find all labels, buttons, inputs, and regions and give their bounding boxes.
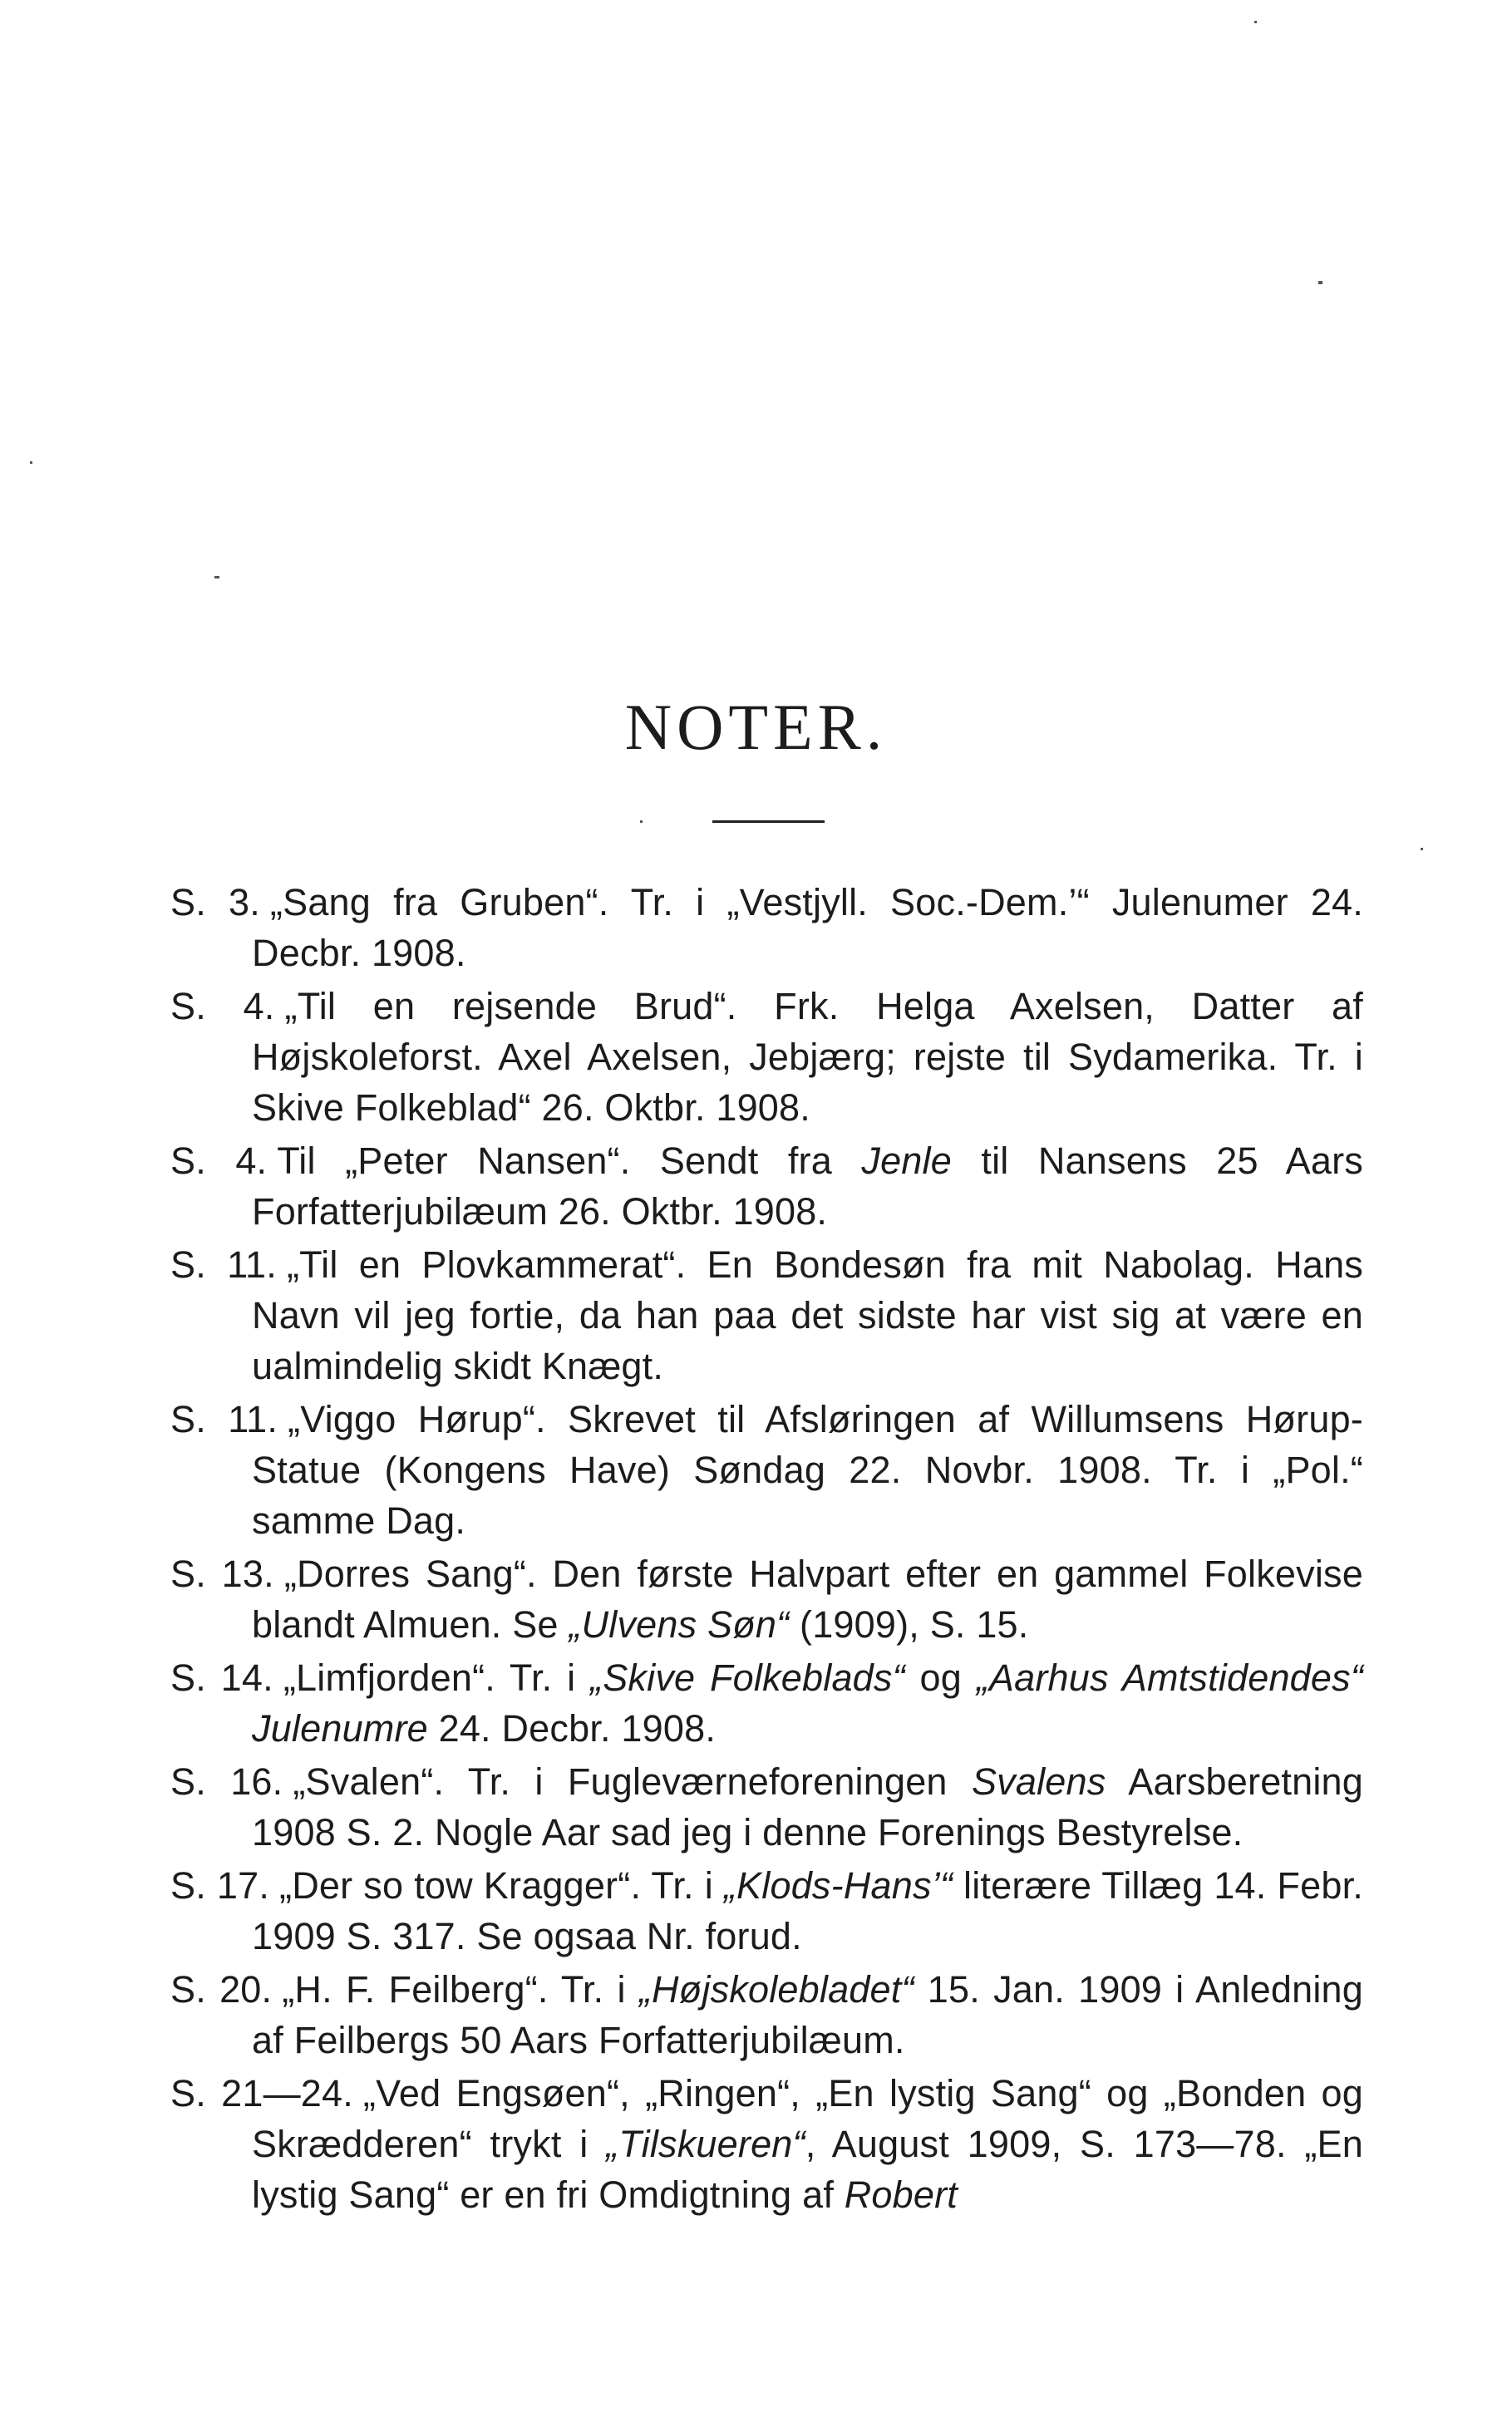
page-title: NOTER. [624, 691, 888, 763]
note-text-italic: Robert [844, 2173, 958, 2216]
note-page-ref: S. 11. [170, 1398, 278, 1440]
note-text: , August 1909, S. 173—78. „En lystig Sang“ er en fri Omdigtning af [252, 2123, 1363, 2216]
note-page-ref: S. 17. [170, 1864, 270, 1907]
note-entry [170, 877, 1363, 978]
note-page-ref: S. 11. [170, 1243, 277, 1286]
note-text: 15. Jan. 1909 i Anledning af Feilbergs 50 Aars Forfatterjubilæum. [252, 1968, 1364, 2061]
note-text-italic: „Klods-Hans’“ [723, 1864, 953, 1907]
note-entry [170, 981, 1363, 1133]
note-text: „Til en rejsende Brud“. Frk. Helga Axelsen, Datter af Højskoleforst. Axel Axelsen, Jebjærg; rejste til Sydamerika. Tr. i Skive Folkeblad“ 26. Oktbr. 1908. [252, 985, 1363, 1129]
note-text: til Nansens 25 Aars Forfatterjubilæum 26. Oktbr. 1908. [252, 1140, 1363, 1233]
notes-list [170, 877, 1363, 2223]
note-text: „Limfjorden“. Tr. i [283, 1657, 591, 1699]
note-text: Aarsberetning 1908 S. 2. Nogle Aar sad jeg i denne Forenings Bestyrelse. [252, 1760, 1364, 1853]
note-text: „Der so tow Kragger“. Tr. i [279, 1864, 724, 1907]
note-text-italic: Jenle [861, 1140, 952, 1182]
note-entry [170, 1239, 1363, 1391]
note-entry [170, 1548, 1363, 1650]
note-entry [170, 1860, 1363, 1962]
note-page-ref: S. 4. [170, 985, 275, 1027]
note-text: „Til en Plovkammerat“. En Bondesøn fra mit Nabolag. Hans Navn vil jeg fortie, da han paa det sidste har vist sig at være en ualmindelig skidt Knægt. [252, 1243, 1364, 1387]
note-text: og [904, 1657, 977, 1699]
note-page-ref: S. 16. [170, 1760, 283, 1803]
note-text: „Svalen“. Tr. i Fugleværneforeningen [293, 1760, 972, 1803]
note-page-ref: S. 3. [170, 881, 260, 923]
note-page-ref: S. 13. [170, 1553, 274, 1595]
note-entry [170, 1756, 1363, 1858]
note-text: „Sang fra Gruben“. Tr. i „Vestjyll. Soc.-Dem.’“ Julenumer 24. Decbr. 1908. [252, 881, 1363, 974]
note-entry [170, 1135, 1363, 1237]
note-text-italic: „Højskolebladet“ [638, 1968, 914, 2011]
note-page-ref: S. 14. [170, 1657, 273, 1699]
note-text: „Ved Engsøen“, „Ringen“, „En lystig Sang“ og „Bonden og Skrædderen“ trykt i [252, 2072, 1363, 2165]
note-entry [170, 1652, 1363, 1754]
note-text: Til „Peter Nansen“. Sendt fra [277, 1140, 862, 1182]
note-entry [170, 2068, 1363, 2220]
note-text-italic: „Ulvens Søn“ [569, 1603, 790, 1646]
note-text-italic: „Tilskueren“ [606, 2123, 805, 2165]
note-entry [170, 1394, 1363, 1546]
note-text: „H. F. Feilberg“. Tr. i [282, 1968, 639, 2011]
note-text-italic: Svalens [971, 1760, 1106, 1803]
note-text-italic: „Skive Folkeblads“ [590, 1657, 905, 1699]
note-text: 24. Decbr. 1908. [427, 1707, 717, 1750]
note-text: „Dorres Sang“. Den første Halvpart efter en gammel Folkevise blandt Almuen. Se [252, 1553, 1363, 1646]
note-page-ref: S. 4. [170, 1140, 268, 1182]
note-text: „Viggo Hørup“. Skrevet til Afsløringen af Willumsens Hørup-Statue (Kongens Have) Søndag 22. Novbr. 1908. Tr. i „Pol.“ samme Dag. [252, 1398, 1363, 1542]
note-page-ref: S. 20. [170, 1968, 273, 2011]
note-text: (1909), S. 15. [789, 1603, 1029, 1646]
note-text-italic: „Aarhus Amtstidendes“ Julenumre [252, 1657, 1364, 1750]
note-text: literære Tillæg 14. Febr. 1909 S. 317. Se ogsaa Nr. forud. [252, 1864, 1363, 1957]
note-page-ref: S. 21—24. [170, 2072, 353, 2114]
note-entry [170, 1964, 1363, 2065]
title-divider [712, 820, 825, 823]
